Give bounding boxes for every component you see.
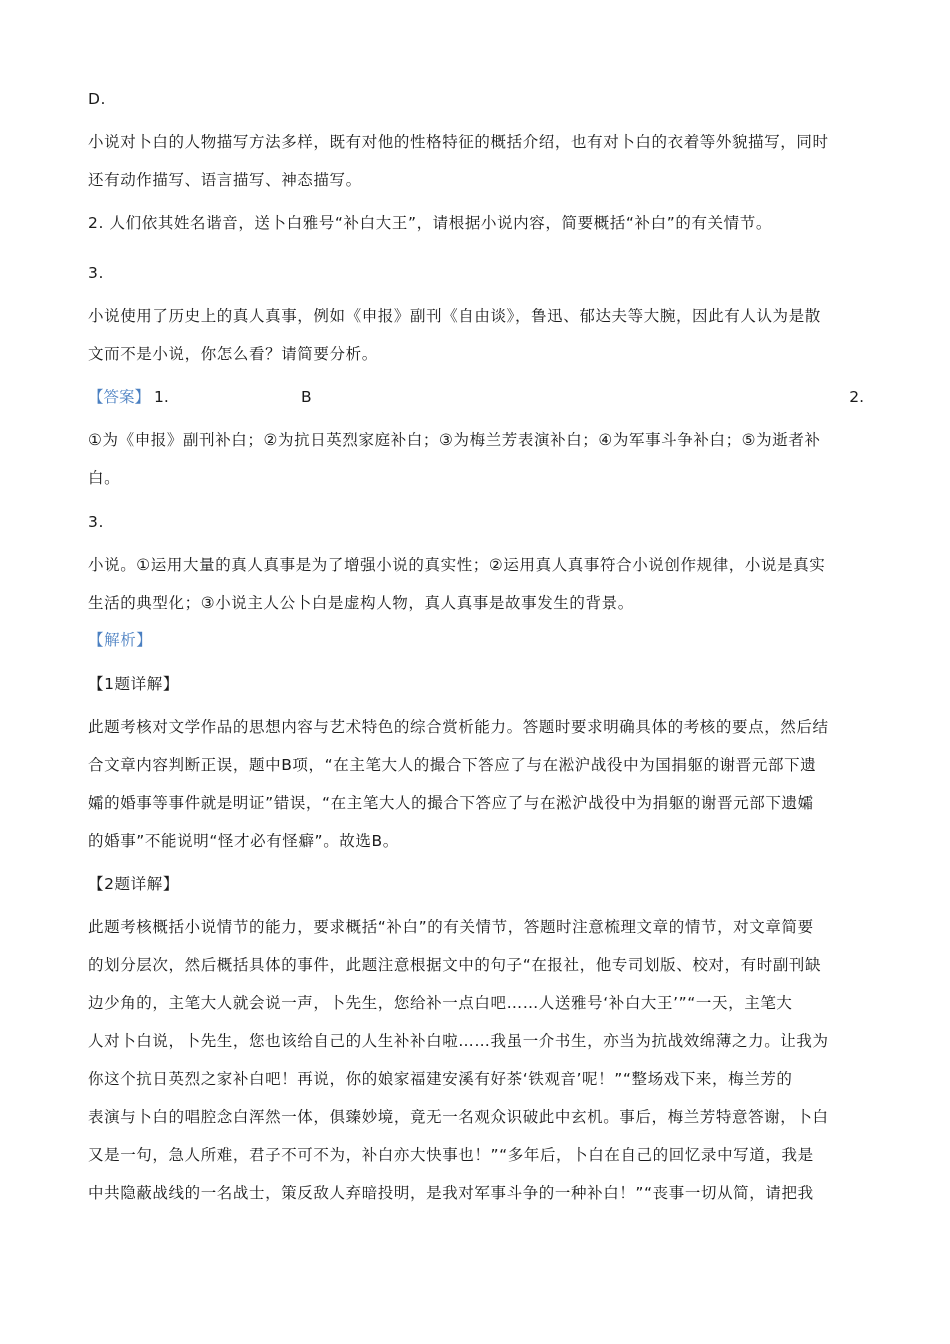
option-d-text-line-2: 还有动作描写、语言描写、神态描写。 — [88, 171, 362, 189]
analysis-label: 【解析】 — [88, 631, 153, 649]
answer-3-text-line-1: 小说。①运用大量的真人真事是为了增强小说的真实性；②运用真人真事符合小说创作规律，小说是真实 — [88, 556, 826, 574]
answer-2-text-line-1: ①为《申报》副刊补白；②为抗日英烈家庭补白；③为梅兰芳表演补白；④为军事斗争补白；⑤为逝者补 — [88, 431, 821, 449]
option-d-label: D. — [88, 90, 107, 108]
answer-3-text-line-2: 生活的典型化；③小说主人公卜白是虚构人物，真人真事是故事发生的背景。 — [88, 594, 634, 612]
answer-label: 【答案】 — [88, 388, 151, 406]
detail-2-text-line-4: 人对卜白说，卜先生，您也该给自己的人生补补白啦……我虽一介书生，亦当为抗战效绵薄之力。让我为 — [88, 1032, 829, 1050]
detail-2-text-line-1: 此题考核概括小说情节的能力，要求概括“补白”的有关情节，答题时注意梳理文章的情节，对文章简要 — [88, 918, 814, 936]
answer-1-choice: B — [301, 388, 312, 406]
question-3-text-line-2: 文而不是小说，你怎么看？请简要分析。 — [88, 345, 378, 363]
answer-1-number: 1. — [154, 388, 169, 406]
question-3-number: 3. — [88, 264, 104, 282]
detail-1-text-line-1: 此题考核对文学作品的思想内容与艺术特色的综合赏析能力。答题时要求明确具体的考核的要点，然后结 — [88, 718, 829, 736]
detail-2-text-line-7: 又是一句，急人所难，君子不可不为，补白亦大快事也！”“多年后，卜白在自己的回忆录中写道，我是 — [88, 1146, 814, 1164]
answer-3-number: 3. — [88, 513, 104, 531]
question-2: 2. 人们依其姓名谐音，送卜白雅号“补白大王”，请根据小说内容，简要概括“补白”的有关情节。 — [88, 214, 772, 232]
answer-2-text-line-2: 白。 — [88, 469, 121, 487]
detail-2-text-line-2: 的划分层次，然后概括具体的事件，此题注意根据文中的句子“在报社，他专司划版、校对，有时副刊缺 — [88, 956, 822, 974]
detail-1-text-line-2: 合文章内容判断正误，题中B项，“在主笔大人的撮合下答应了与在淞沪战役中为国捐躯的谢晋元部下遗 — [88, 756, 817, 774]
detail-2-text-line-3: 边少角的，主笔大人就会说一声，卜先生，您给补一点白吧……人送雅号‘补白大王’”“一天，主笔大 — [88, 994, 793, 1012]
detail-2-heading: 【2题详解】 — [88, 875, 179, 893]
detail-1-text-line-3: 孀的婚事等事件就是明证”错误，“在主笔大人的撮合下答应了与在淞沪战役中为捐躯的谢晋元部下遗孀 — [88, 794, 814, 812]
detail-2-text-line-5: 你这个抗日英烈之家补白吧！再说，你的娘家福建安溪有好茶‘铁观音’呢！”“整场戏下来，梅兰芳的 — [88, 1070, 793, 1088]
detail-2-text-line-8: 中共隐蔽战线的一名战士，策反敌人弃暗投明，是我对军事斗争的一种补白！”“丧事一切从简，请把我 — [88, 1184, 814, 1202]
option-d-text-line-1: 小说对卜白的人物描写方法多样，既有对他的性格特征的概括介绍，也有对卜白的衣着等外貌描写，同时 — [88, 133, 829, 151]
detail-2-text-line-6: 表演与卜白的唱腔念白浑然一体，俱臻妙境，竟无一名观众识破此中玄机。事后，梅兰芳特意答谢，卜白 — [88, 1108, 829, 1126]
detail-1-text-line-4: 的婚事”不能说明“怪才必有怪癖”。故选B。 — [88, 832, 399, 850]
question-3-text-line-1: 小说使用了历史上的真人真事，例如《申报》副刊《自由谈》，鲁迅、郁达夫等大腕，因此有人认为是散 — [88, 307, 821, 325]
answer-2-number: 2. — [849, 388, 864, 406]
detail-1-heading: 【1题详解】 — [88, 675, 179, 693]
